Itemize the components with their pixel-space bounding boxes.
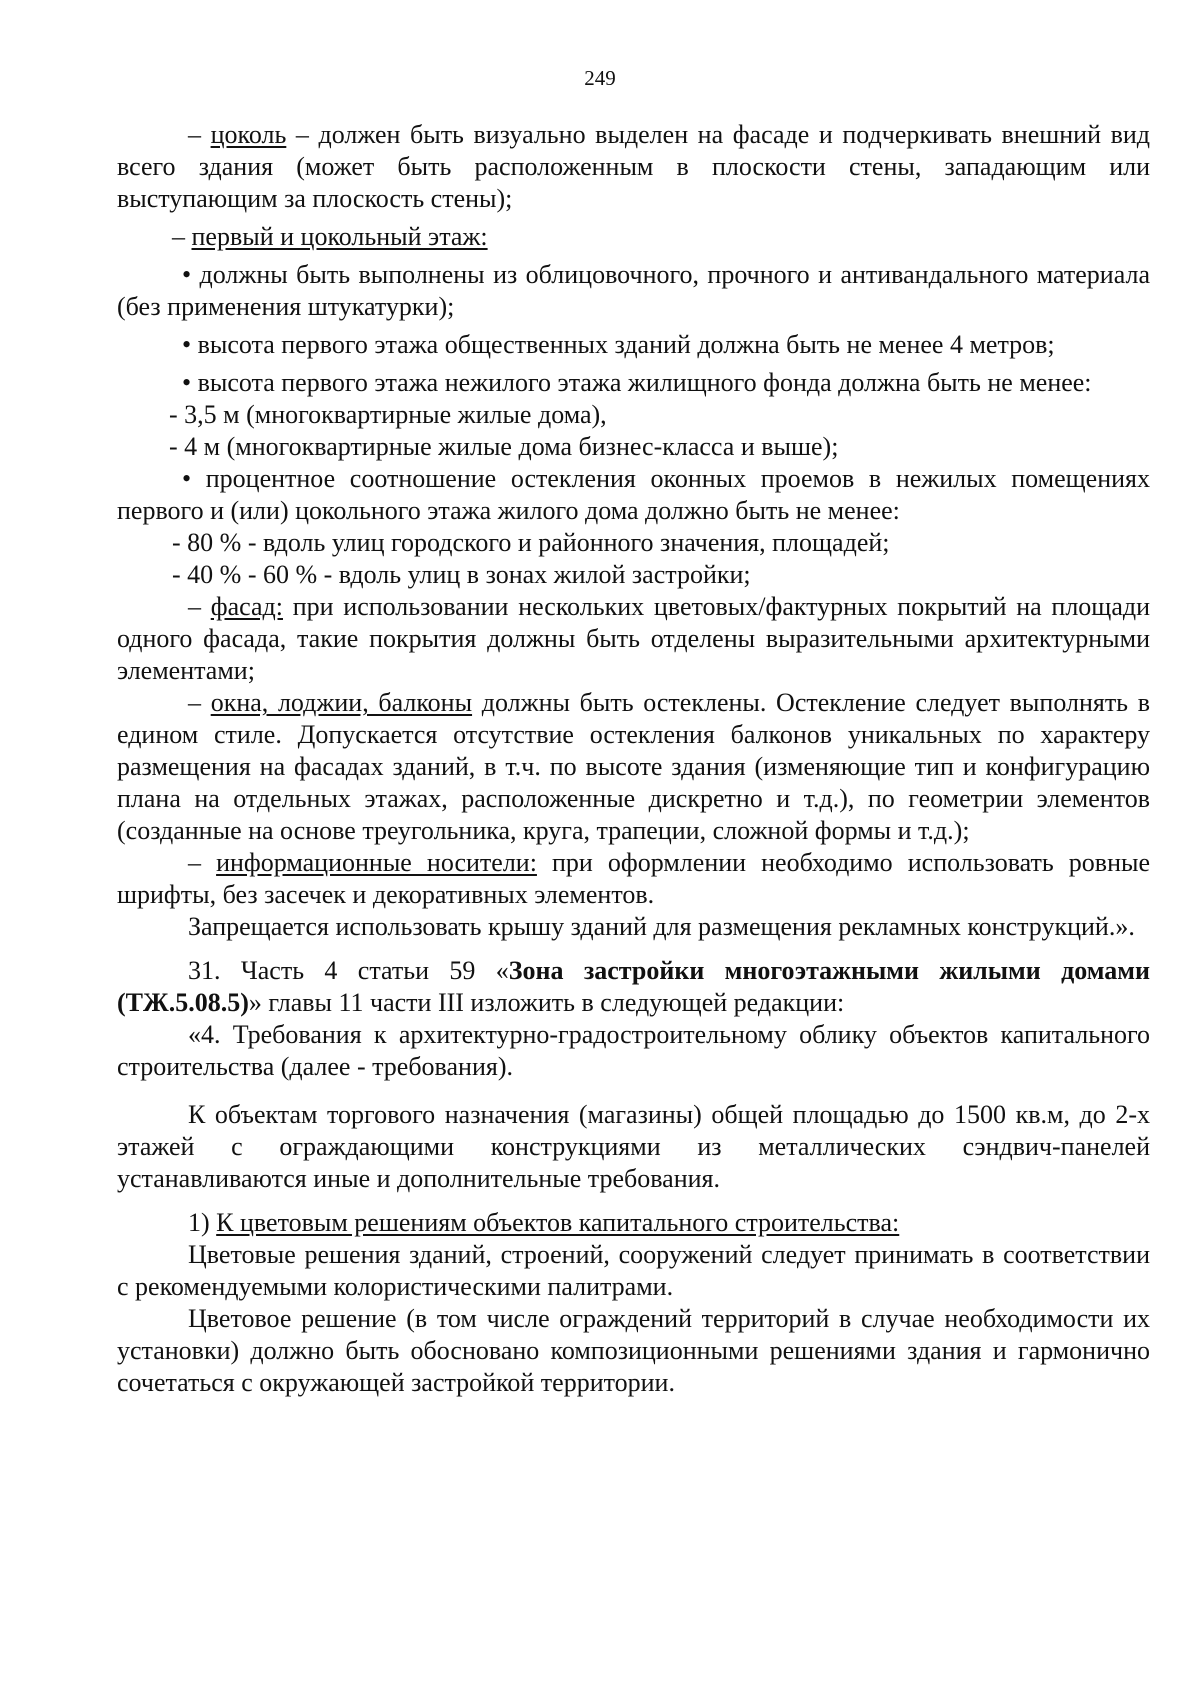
term-first-floor: первый и цокольный этаж: xyxy=(191,222,488,251)
term-plinth: цоколь xyxy=(210,120,287,149)
term-color-solutions: К цветовым решениям объектов капитального строительства: xyxy=(216,1208,900,1237)
dash: – xyxy=(172,222,192,251)
bullet-nonresidential-height: • высота первого этажа нежилого этажа жилищного фонда должна быть не менее: xyxy=(182,368,1092,397)
paragraph-first-floor-heading xyxy=(117,221,1150,253)
term-info-carriers: информационные носители: xyxy=(216,848,537,877)
subitem-40-60-percent: - 40 % - 60 % - вдоль улиц в зонах жилой застройки; xyxy=(172,560,751,589)
bullet-cladding: • должны быть выполнены из облицовочного, прочного и антивандального материала (без применения штукатурки); xyxy=(117,260,1150,321)
subitem-80-percent: - 80 % - вдоль улиц городского и районного значения, площадей; xyxy=(172,528,890,557)
paragraph-color-palettes: Цветовые решения зданий, строений, сооружений следует принимать в соответствии с рекомендуемыми колористическими палитрами. xyxy=(117,1240,1150,1301)
bullet-public-height: • высота первого этажа общественных зданий должна быть не менее 4 метров; xyxy=(182,330,1055,359)
bullet-glazing-ratio: • процентное соотношение остекления оконных проемов в нежилых помещениях первого и (или) цокольного этажа жилого дома должно быть не менее: xyxy=(117,464,1150,525)
zone-title: Зона застройки многоэтажными жилыми домами (ТЖ.5.08.5) xyxy=(117,956,1150,1017)
paragraph-text: » главы 11 части III изложить в следующей редакции: xyxy=(248,988,845,1017)
page-number: 249 xyxy=(584,66,616,90)
paragraph-text: должны быть остеклены. Остекление следует выполнять в едином стиле. Допускается отсутствие остекления балконов уникальных по характеру размещения на фасадах зданий, в т.ч. по высоте здания (изменяющие тип и конфигурацию плана на отдельных этажах, расположенные дискретно и т.д.), по геометрии элементов (созданные на основе треугольника, круга, трапеции, сложной формы и т.д.); xyxy=(117,688,1151,845)
subitem-3-5m: - 3,5 м (многоквартирные жилые дома), xyxy=(169,400,607,429)
heading-color-solutions xyxy=(117,1207,1150,1239)
paragraph-text: при оформлении необходимо использовать ровные шрифты, без засечек и декоративных элементов. xyxy=(117,848,1150,909)
paragraph-retail: К объектам торгового назначения (магазины) общей площадью до 1500 кв.м, до 2-х этажей с ограждающими конструкциями из металлических сэндвич-панелей устанавливаются иные и дополнительные требования. xyxy=(117,1100,1150,1193)
document-body xyxy=(117,119,1150,1399)
paragraph-facade xyxy=(117,591,1150,687)
paragraph-color-composition: Цветовое решение (в том числе ограждений территорий в случае необходимости их установки) должно быть обосновано композиционными решениями здания и гармонично сочетаться с окружающей застройкой территории. xyxy=(117,1304,1150,1397)
paragraph-info-carriers xyxy=(117,847,1150,911)
paragraph-text: при использовании нескольких цветовых/фактурных покрытий на площади одного фасада, такие покрытия должны быть отделены выразительными архитектурными элементами; xyxy=(117,592,1151,685)
list-number: 1) xyxy=(188,1208,217,1237)
term-windows: окна, лоджии, балконы xyxy=(210,688,473,717)
subitem-4m: - 4 м (многоквартирные жилые дома бизнес-класса и выше); xyxy=(169,432,839,461)
paragraph-item-31 xyxy=(117,955,1150,1019)
paragraph-text: – должен быть визуально выделен на фасаде и подчеркивать внешний вид всего здания (может быть расположенным в плоскости стены, западающим или выступающим за плоскость стены); xyxy=(117,120,1151,213)
term-facade: фасад: xyxy=(210,592,283,621)
paragraph-roof-ban: Запрещается использовать крышу зданий для размещения рекламных конструкций.». xyxy=(188,912,1135,941)
paragraph-plinth xyxy=(117,119,1150,215)
dash: – xyxy=(188,592,211,621)
paragraph-requirements-4: «4. Требования к архитектурно-градостроительному облику объектов капитального строительства (далее - требования). xyxy=(117,1020,1150,1081)
dash: – xyxy=(188,848,217,877)
paragraph-windows xyxy=(117,687,1150,847)
dash: – xyxy=(188,688,211,717)
dash: – xyxy=(188,120,211,149)
paragraph-text: 31. Часть 4 статьи 59 « xyxy=(188,956,509,985)
